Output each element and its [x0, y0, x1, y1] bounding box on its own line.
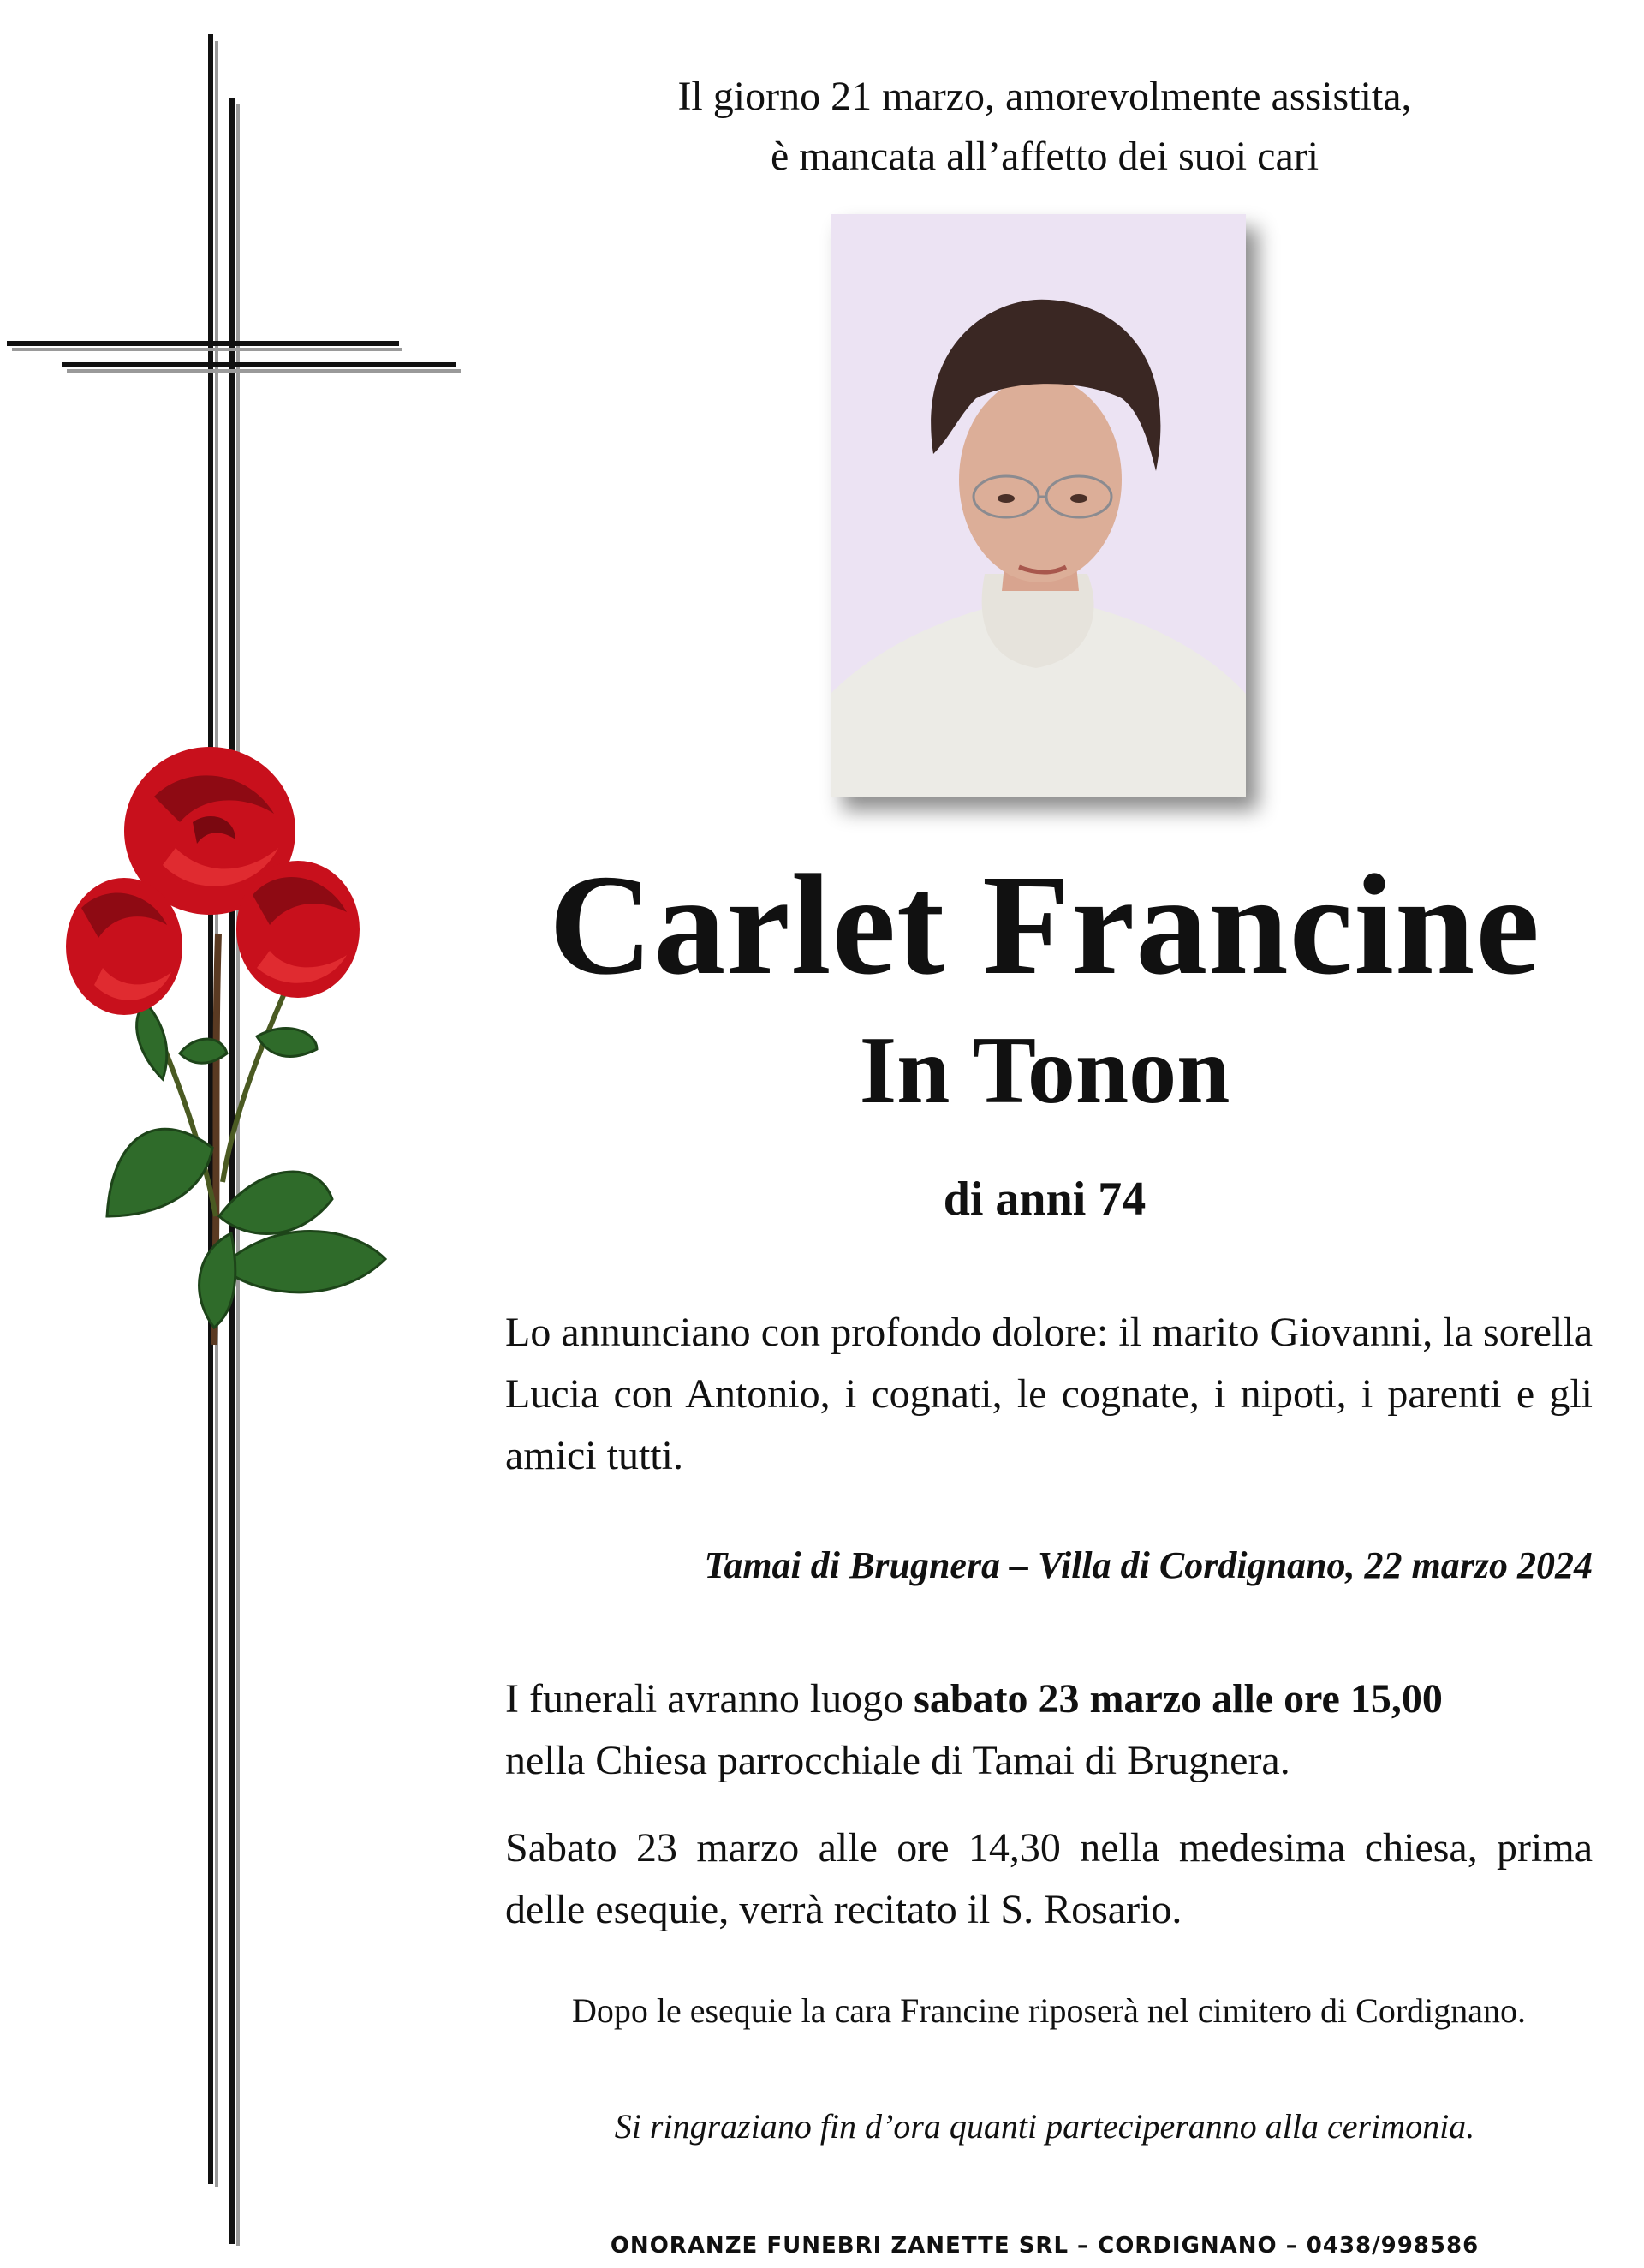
deceased-age: di anni 74	[943, 1173, 1147, 1226]
married-name: In Tonon	[859, 1018, 1230, 1124]
intro-line: è mancata all’affetto dei suoi cari	[770, 134, 1319, 179]
portrait-image	[831, 214, 1246, 797]
announcement-text: Lo annunciano con profondo dolore: il marito Giovanni, la sorella Lucia con Antonio, i cognati, le cognate, i nipoti, i parenti e gli amici tutti.	[505, 1310, 1593, 1478]
intro-line: Il giorno 21 marzo, amorevolmente assistita,	[677, 74, 1412, 119]
leaf-icon	[107, 1002, 385, 1328]
portrait-photo	[831, 214, 1246, 797]
rose-bouquet	[60, 737, 402, 1353]
funeral-prefix: I funerali avranno luogo	[505, 1676, 914, 1722]
rose-icon	[236, 861, 360, 998]
intro-text	[497, 67, 1593, 187]
funeral-home-footer: ONORANZE FUNEBRI ZANETTE SRL – CORDIGNANO – 0438/998586	[610, 2233, 1480, 2259]
burial-info: Dopo le esequie la cara Francine riposerà nel cimitero di Cordignano.	[571, 1991, 1527, 2030]
funeral-location: nella Chiesa parrocchiale di Tamai di Brugnera.	[505, 1738, 1290, 1783]
thanks-text: Si ringraziano fin d’ora quanti parteciperanno alla cerimonia.	[614, 2107, 1475, 2146]
funeral-date-time: sabato 23 marzo alle ore 15,00	[914, 1676, 1443, 1722]
deceased-name: Carlet Francine	[549, 845, 1540, 1005]
funeral-info	[505, 1668, 1593, 1792]
place-date: Tamai di Brugnera – Villa di Cordignano, 22 marzo 2024	[704, 1544, 1593, 1586]
rosary-info: Sabato 23 marzo alle ore 14,30 nella medesima chiesa, prima delle esequie, verrà recitato il S. Rosario.	[505, 1825, 1593, 1932]
rose-icon	[66, 878, 182, 1015]
